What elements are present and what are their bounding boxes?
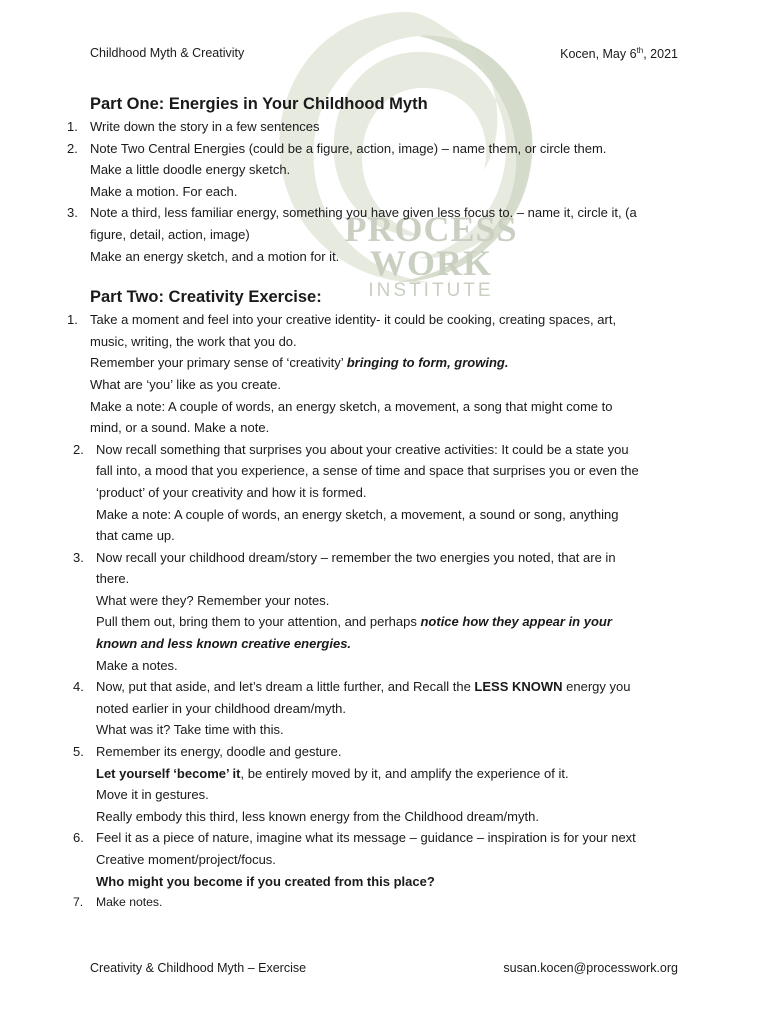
list-item <box>60 741 700 827</box>
watermark-institute: INSTITUTE <box>368 280 494 301</box>
list-text: music, writing, the work that you do. <box>90 333 297 349</box>
list-item <box>60 309 700 439</box>
list-number: 5. <box>73 744 84 760</box>
list-item <box>60 827 700 892</box>
part-two-list <box>60 309 700 914</box>
list-item <box>60 138 700 203</box>
list-text: Feel it as a piece of nature, imagine what its message – guidance – inspiration is for your next <box>96 830 636 846</box>
watermark-work: WORK <box>369 243 492 283</box>
bold-text: Who might you become if you created from this place? <box>96 873 435 889</box>
text-run: , be entirely moved by it, and amplify the experience of it. <box>240 765 569 781</box>
list-text <box>96 763 700 785</box>
list-number: 2. <box>73 441 84 457</box>
list-text: there. <box>96 571 130 587</box>
list-text: figure, detail, action, image) <box>90 226 250 242</box>
list-text: Make a notes. <box>96 657 178 673</box>
list-number: 3. <box>73 549 84 565</box>
list-number: 1. <box>67 119 78 134</box>
list-text: Now recall your childhood dream/story – remember the two energies you noted, that are in <box>96 549 616 565</box>
list-number: 4. <box>73 679 84 695</box>
list-text: Make a little doodle energy sketch. <box>90 162 291 178</box>
list-number: 7. <box>73 895 84 910</box>
list-item <box>60 676 700 741</box>
list-number: 6. <box>73 830 84 846</box>
list-text: Make an energy sketch, and a motion for it. <box>90 248 340 264</box>
text-run: energy you <box>562 679 631 695</box>
part-two-title: Part Two: Creativity Exercise: <box>90 288 322 307</box>
list-text <box>90 352 700 374</box>
list-text: fall into, a mood that you experience, a sense of time and space that surprises you or even the <box>96 463 639 479</box>
list-item <box>60 892 700 914</box>
list-text: ‘product’ of your creativity and how it is formed. <box>96 484 367 500</box>
watermark-process: PROCESS <box>344 209 518 249</box>
text-run: Pull them out, bring them to your attention, and perhaps <box>96 614 421 630</box>
list-text: Move it in gestures. <box>96 787 209 803</box>
part-one-list <box>60 116 700 267</box>
list-item <box>60 547 700 677</box>
list-number: 3. <box>67 205 78 221</box>
list-item <box>60 439 700 547</box>
emphasis-text: known and less known creative energies. <box>96 636 352 652</box>
list-text: that came up. <box>96 528 175 544</box>
list-text: Make a motion. For each. <box>90 183 238 199</box>
list-text: Take a moment and feel into your creative identity- it could be cooking, creating spaces, art, <box>90 312 617 328</box>
header-date-sup: th <box>636 46 644 55</box>
footer-title: Creativity & Childhood Myth – Exercise <box>90 961 307 975</box>
list-text: What are ‘you’ like as you create. <box>90 376 281 392</box>
list-text: mind, or a sound. Make a note. <box>90 420 270 436</box>
header-author: Kocen, May 6 <box>560 47 637 62</box>
list-text: What were they? Remember your notes. <box>96 592 330 608</box>
list-text: noted earlier in your childhood dream/myth. <box>96 700 347 716</box>
list-text: Make a note: A couple of words, an energy sketch, a movement, a sound or song, anything <box>96 506 619 522</box>
list-text: Now recall something that surprises you about your creative activities: It could be a state you <box>96 441 629 457</box>
header-author-date <box>560 46 678 61</box>
list-text <box>96 611 700 633</box>
emphasis-text: bringing to form, growing. <box>346 355 509 371</box>
list-item <box>60 116 700 138</box>
list-item <box>60 202 700 267</box>
list-text <box>96 633 700 655</box>
emphasis-text: notice how they appear in your <box>420 614 612 630</box>
list-text <box>96 871 700 893</box>
list-text: Note a third, less familiar energy, something you have given less focus to. – name it, circle it, (a <box>90 205 637 221</box>
list-text: Write down the story in a few sentences <box>90 119 320 134</box>
list-text: Note Two Central Energies (could be a figure, action, image) – name them, or circle them. <box>90 140 607 156</box>
list-text: Make notes. <box>96 895 163 910</box>
text-run: Now, put that aside, and let’s dream a little further, and Recall the <box>96 679 475 695</box>
list-text: Really embody this third, less known energy from the Childhood dream/myth. <box>96 808 539 824</box>
list-number: 1. <box>67 312 78 328</box>
list-text: Make a note: A couple of words, an energy sketch, a movement, a song that might come to <box>90 398 613 414</box>
header-year: , 2021 <box>643 47 678 62</box>
list-text: Remember its energy, doodle and gesture. <box>96 744 342 760</box>
bold-text: LESS KNOWN <box>474 679 563 695</box>
list-number: 2. <box>67 140 78 156</box>
list-text <box>96 676 700 698</box>
footer-email: susan.kocen@processwork.org <box>503 961 678 975</box>
list-text: What was it? Take time with this. <box>96 722 284 738</box>
list-text: Creative moment/project/focus. <box>96 852 276 867</box>
text-run: Remember your primary sense of ‘creativity’ <box>90 355 347 371</box>
bold-text: Let yourself ‘become’ it <box>96 765 241 781</box>
part-one-title: Part One: Energies in Your Childhood Myth <box>90 95 428 113</box>
header-title: Childhood Myth & Creativity <box>90 46 245 60</box>
document-body <box>60 92 700 914</box>
